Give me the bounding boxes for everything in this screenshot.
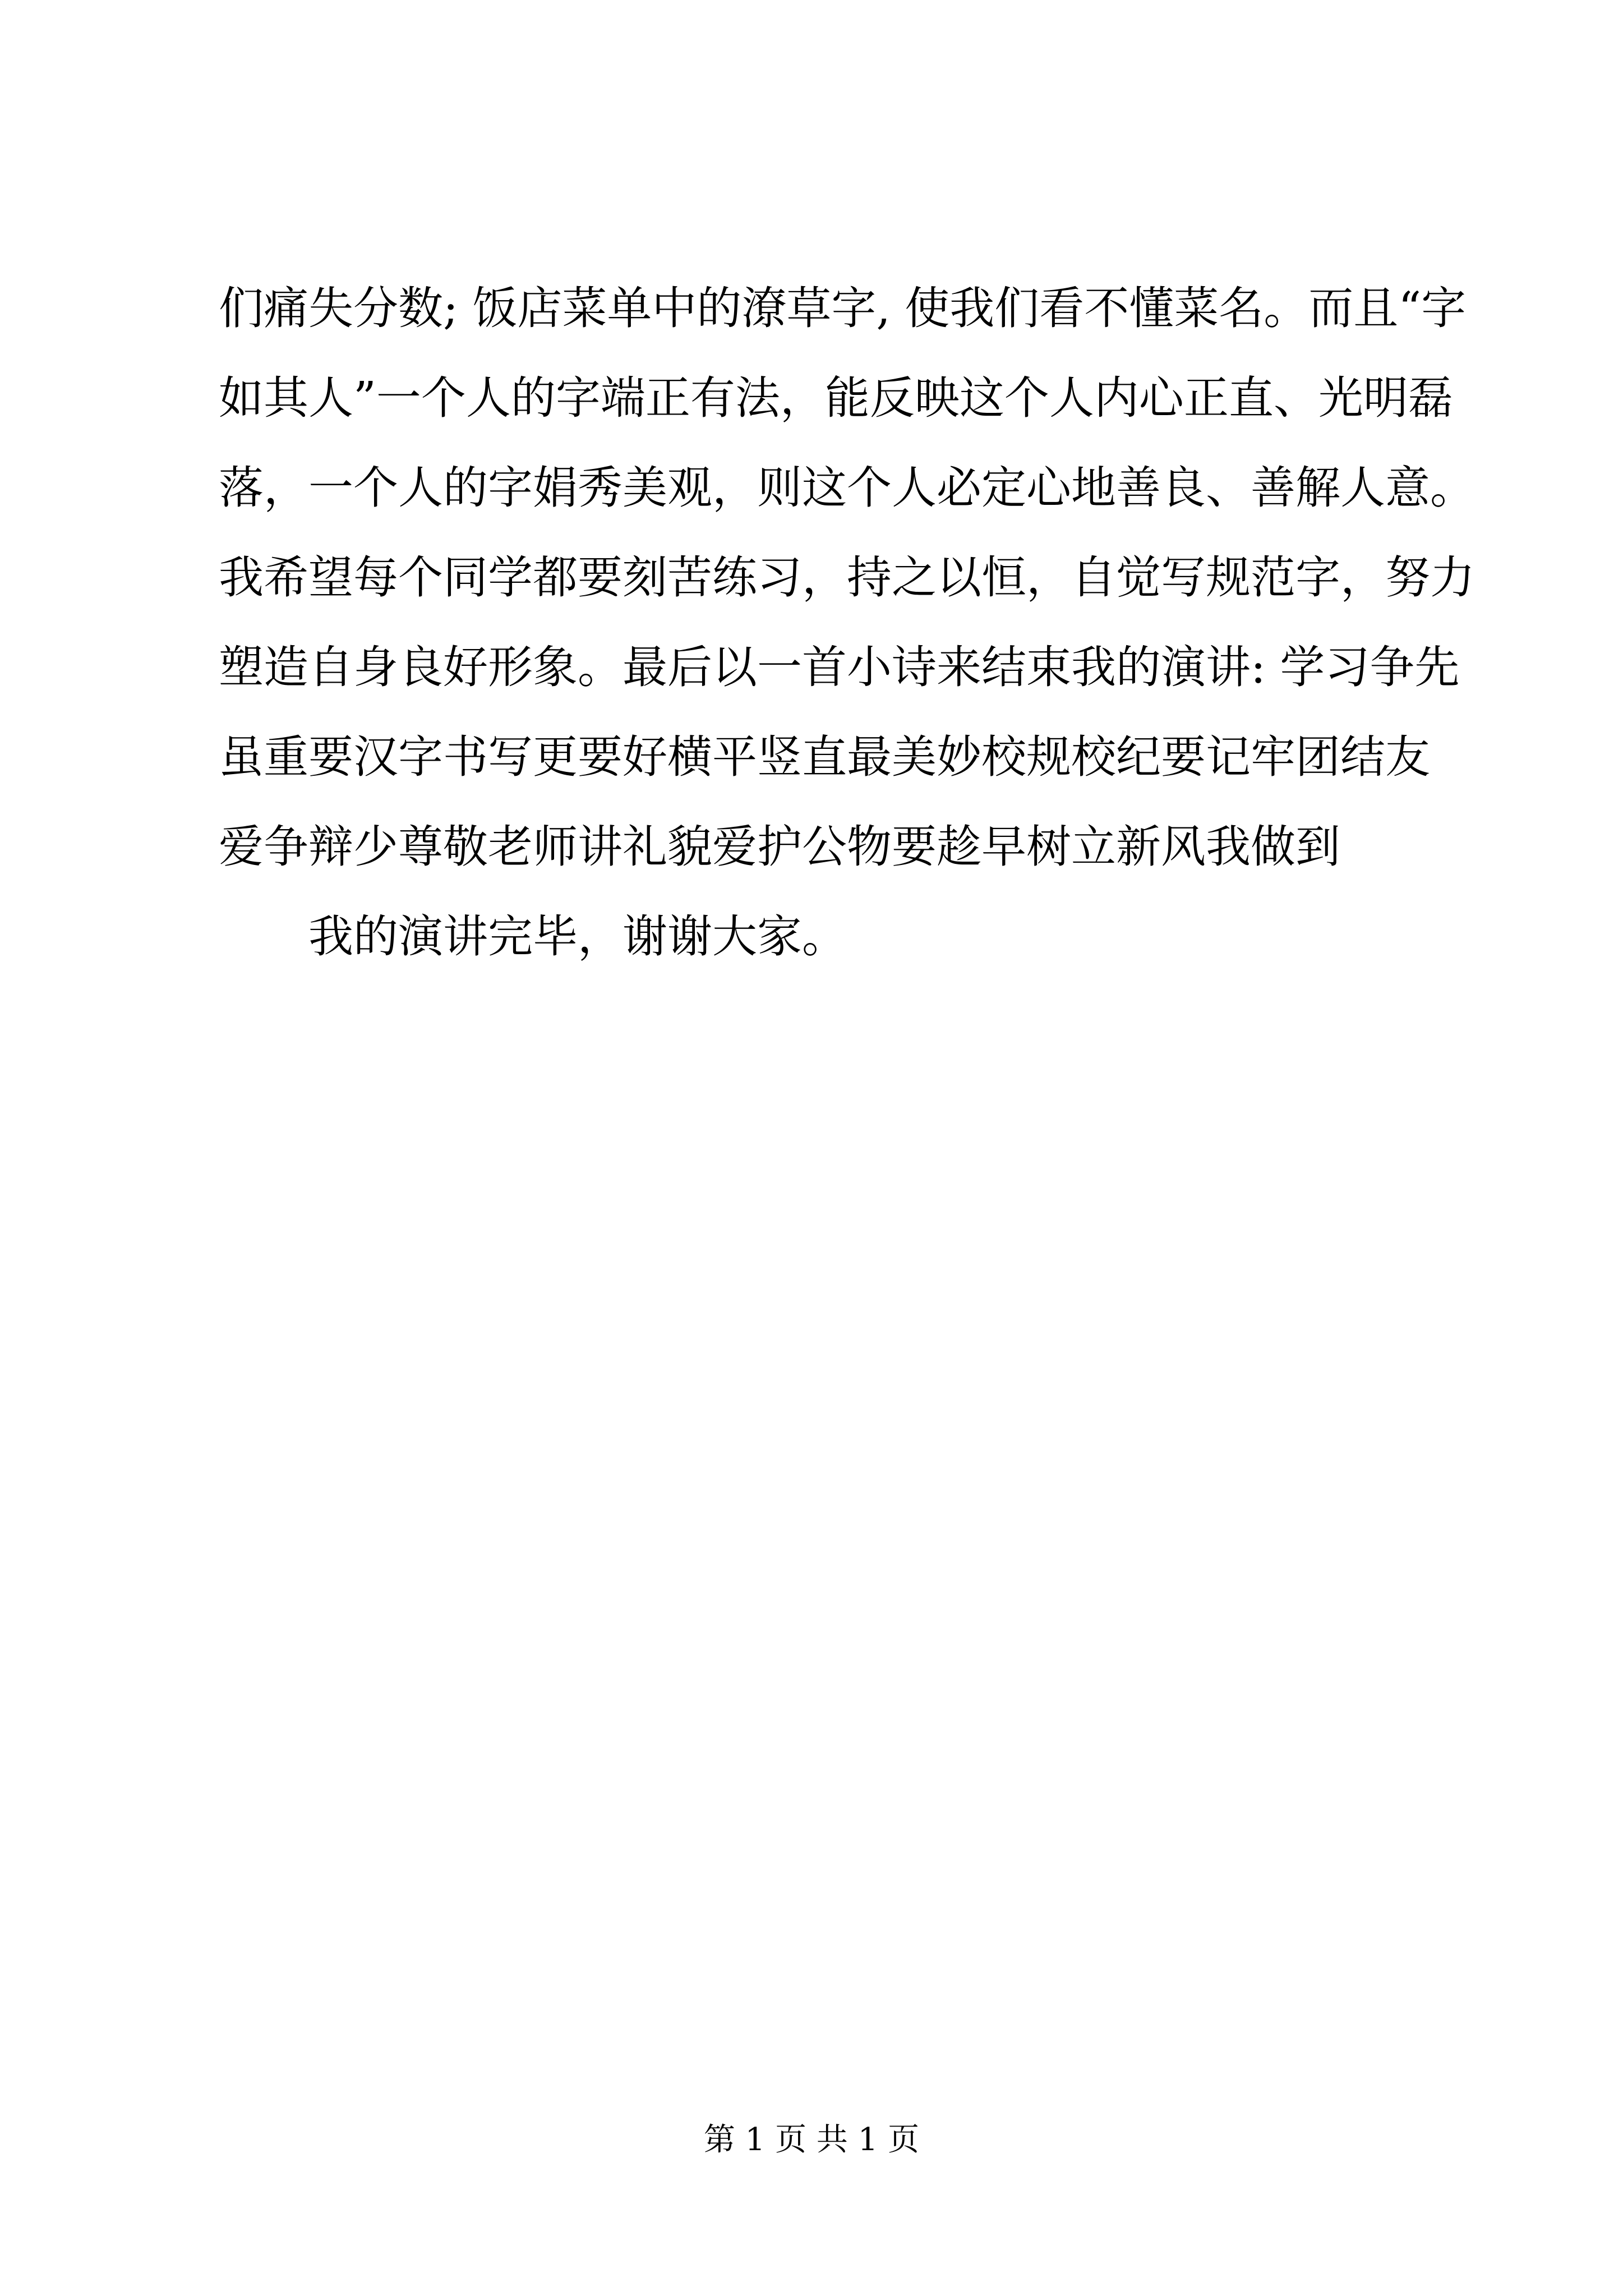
- closing-paragraph: 我的演讲完毕，谢谢大家。: [308, 910, 847, 963]
- body-line: 们痛失分数; 饭店菜单中的潦草字, 使我们看不懂菜名。而且“字: [219, 282, 1467, 334]
- page-number-footer: 第 1 页 共 1 页: [703, 2122, 920, 2158]
- body-line: 虽重要汉字书写更要好横平竖直最美妙校规校纪要记牢团结友: [219, 731, 1430, 783]
- body-line: 我希望每个同学都要刻苦练习，持之以恒，自觉写规范字，努力: [219, 551, 1475, 604]
- body-line: 塑造自身良好形象。最后以一首小诗来结束我的演讲: 学习争先: [219, 641, 1460, 693]
- body-line: 落，一个人的字娟秀美观，则这个人必定心地善良、善解人意。: [219, 462, 1475, 514]
- document-body: [219, 264, 1475, 982]
- body-line: 爱争辩少尊敬老师讲礼貌爱护公物要趁早树立新风我做到: [219, 821, 1340, 873]
- body-line: 如其人”一个人的字端正有法，能反映这个人内心正直、光明磊: [219, 372, 1453, 424]
